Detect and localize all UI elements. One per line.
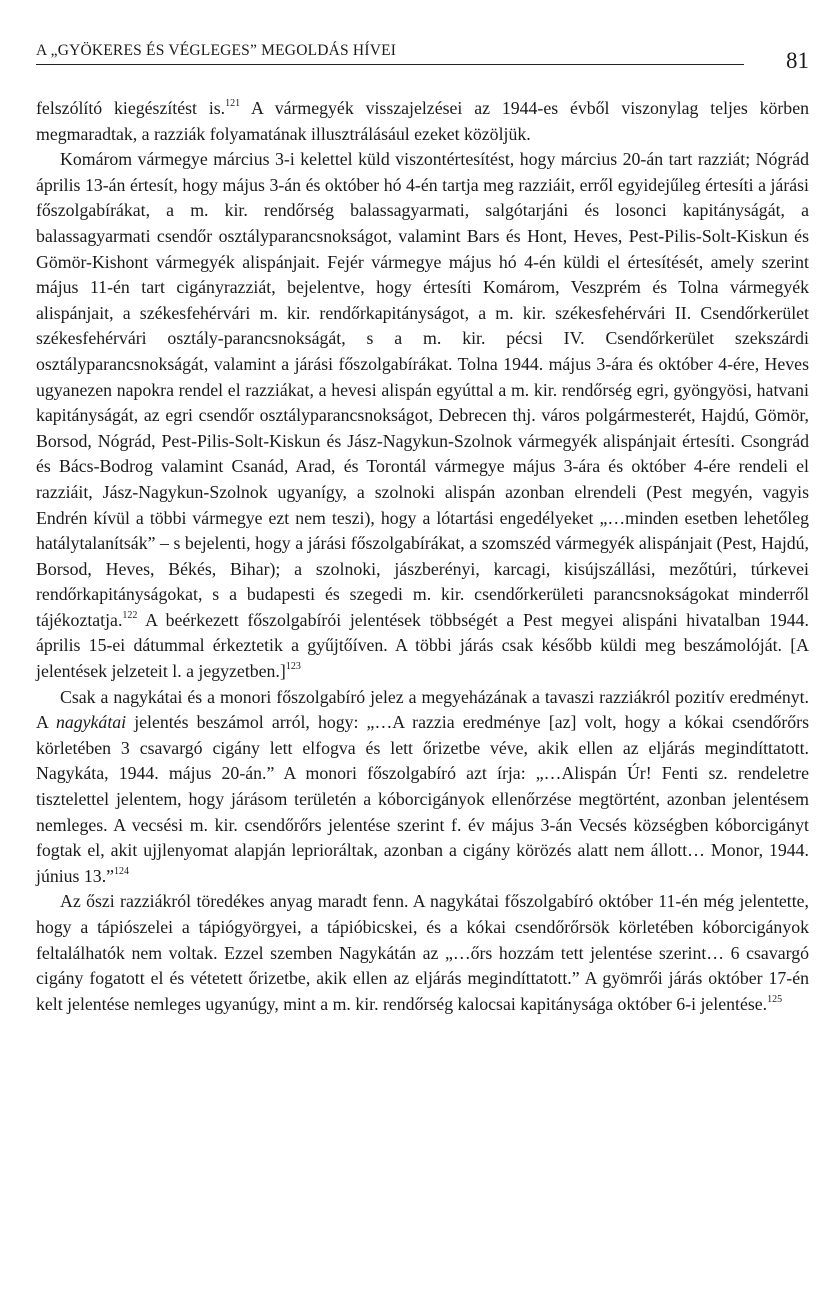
footnote-reference[interactable]: 122 xyxy=(122,609,138,621)
text-run: jelentés beszámol arról, hogy: „…A razzia eredménye [az] volt, hogy a kókai csendőrőrs körletében 3 csavargó cigány lett elfogva és lett őrizetbe véve, akik ellen az eljárás megindíttatott. Nagykáta, 1944. május 20-án.” A monori főszolgabíró azt írja: „…Alispán Úr! Fenti sz. rendeletre tisztelettel jelentem, hogy járásom területén a kóborcigányok ellenőrzése megtörtént, azonban jelentésem nemleges. A vecsési m. kir. csendőrőrs jelentése szerint f. év május 3-án Vecsés községben kóborcigányt fogtak el, akit ujjlenyomat alapján leprioráltak, azonban a cigány körözés alatt nem állott… Monor, 1944. június 13.” xyxy=(36,712,810,886)
footnote-reference[interactable]: 121 xyxy=(225,98,241,109)
italic-text: nagykátai xyxy=(55,712,127,733)
running-header xyxy=(36,36,809,76)
footnote-reference[interactable]: 125 xyxy=(767,993,783,1005)
text-run: A vármegyék visszajelzései az 1944-es évből viszonylag teljes körben megmaradtak, a razziák folyamatának illusztrálásául ezeket közöljük. xyxy=(36,98,809,144)
text-run: Az őszi razziákról töredékes anyag maradt fenn. A nagykátai főszolgabíró október 11-én még jelentette, hogy a tápiószelei a tápiógyörgyei, a tápióbicskei, és a kókai csendőrőrsök körletében kóborcigányok feltalálhatók nem voltak. Ezzel szemben Nagykátán az „…őrs hozzám tett jelentése szerint… 6 csavargó cigány fogatott el és vétetett őrizetbe, akik ellen az eljárás megindíttatott.” A gyömrői járás október 17-én kelt jelentése nemleges ugyanúgy, mint a m. kir. rendőrség kalocsai kapitánysága október 6-i jelentése. xyxy=(36,891,809,1014)
footnote-reference[interactable]: 123 xyxy=(285,661,301,673)
book-page xyxy=(36,36,809,1017)
text-run: felszólító kiegészítést is. xyxy=(36,98,226,118)
page-number: 81 xyxy=(786,48,809,73)
text-run: Komárom vármegye március 3-i kelettel küld viszontértesítést, hogy március 20-án tart razziát; Nógrád április 13-án értesít, hogy május 3-án és október hó 4-én tartja meg razziáit, erről egyidejűleg értesíti a járási főszolgabírákat, a m. kir. rendőrség balassagyarmati, salgótarjáni és losonci kapitányságát, a balassagyarmati csendőr osztályparancsnokságot, valamint Bars és Hont, Heves, Pest-Pilis-Solt-Kiskun és Gömör-Kishont vármegyék alispánjait. Fejér vármegye május hó 4-én küldi el értesítését, amely szerint május 11-én tart cigányrazziát, bejelentve, hogy értesíti Komárom, Veszprém és Tolna vármegyék alispánjait, a székesfehérvári m. kir. rendőrkapitányságot, a m. kir. székesfehérvári II. Csendőrkerület székesfehérvári osztály-parancsnokságát, s a m. kir. pécsi IV. Csendőrkerület szekszárdi osztályparancsnokságát, valamint a járási főszolgabírákat. Tolna 1944. május 3-ára és október 4-ére, Heves ugyanezen napokra rendel el razziákat, a hevesi alispán egyúttal a m. kir. rendőrség egri, gyöngyösi, hatvani kapitányságát, az egri csendőr osztályparancsnokságot, Debrecen thj. város polgármesterét, Hajdú, Gömör, Borsod, Nógrád, Pest-Pilis-Solt-Kiskun és Jász-Nagykun-Szolnok vármegyék alispánjait értesíti. Csongrád és Bács-Bodrog valamint Csanád, Arad, és Torontál vármegye május 3-ára és október 4-ére rendeli el razziáit, Jász-Nagykun-Szolnok ugyanígy, a szolnoki alispán azonban elrendeli (Pest megyén, vagyis Endrén kívül a többi vármegye ezt nem teszi), hogy a lótartási engedélyeket „…minden esetben lehetőleg hatálytalanítsák” – s bejelenti, hogy a járási főszolgabírákat, a szomszéd vármegyék alispánjait (Pest, Hajdú, Borsod, Heves, Békés, Bihar); a szolnoki, jászberényi, karcagi, kisújszállási, mezőtúri, túrkevei rendőrkapitányságokat, s a budapesti és szegedi m. kir. csendőrkerületi parancsnokságokat minderről tájékoztatja. xyxy=(36,149,809,630)
text-run: Csak a nagykátai és a monori főszolgabíró jelez a megyeházának a tavaszi razziákról pozitív eredményt. A xyxy=(36,686,809,733)
running-header-title: A „GYÖKERES ÉS VÉGLEGES” MEGOLDÁS HÍVEI xyxy=(36,42,397,59)
paragraph xyxy=(36,889,809,1017)
footnote-reference[interactable]: 124 xyxy=(114,865,130,877)
header-rule xyxy=(36,64,744,65)
text-run: A beérkezett főszolgabírói jelentések többségét a Pest megyei alispáni hivatalban 1944. április 15-ei dátummal érkeztetik a gyűjtőíven. A többi járás csak később küldi meg beszámolóját. [A jelentések jelzeteit l. a jegyzetben.] xyxy=(36,609,809,682)
paragraph xyxy=(36,96,809,147)
body-text xyxy=(36,96,809,1017)
paragraph xyxy=(36,685,809,890)
paragraph xyxy=(36,147,809,684)
